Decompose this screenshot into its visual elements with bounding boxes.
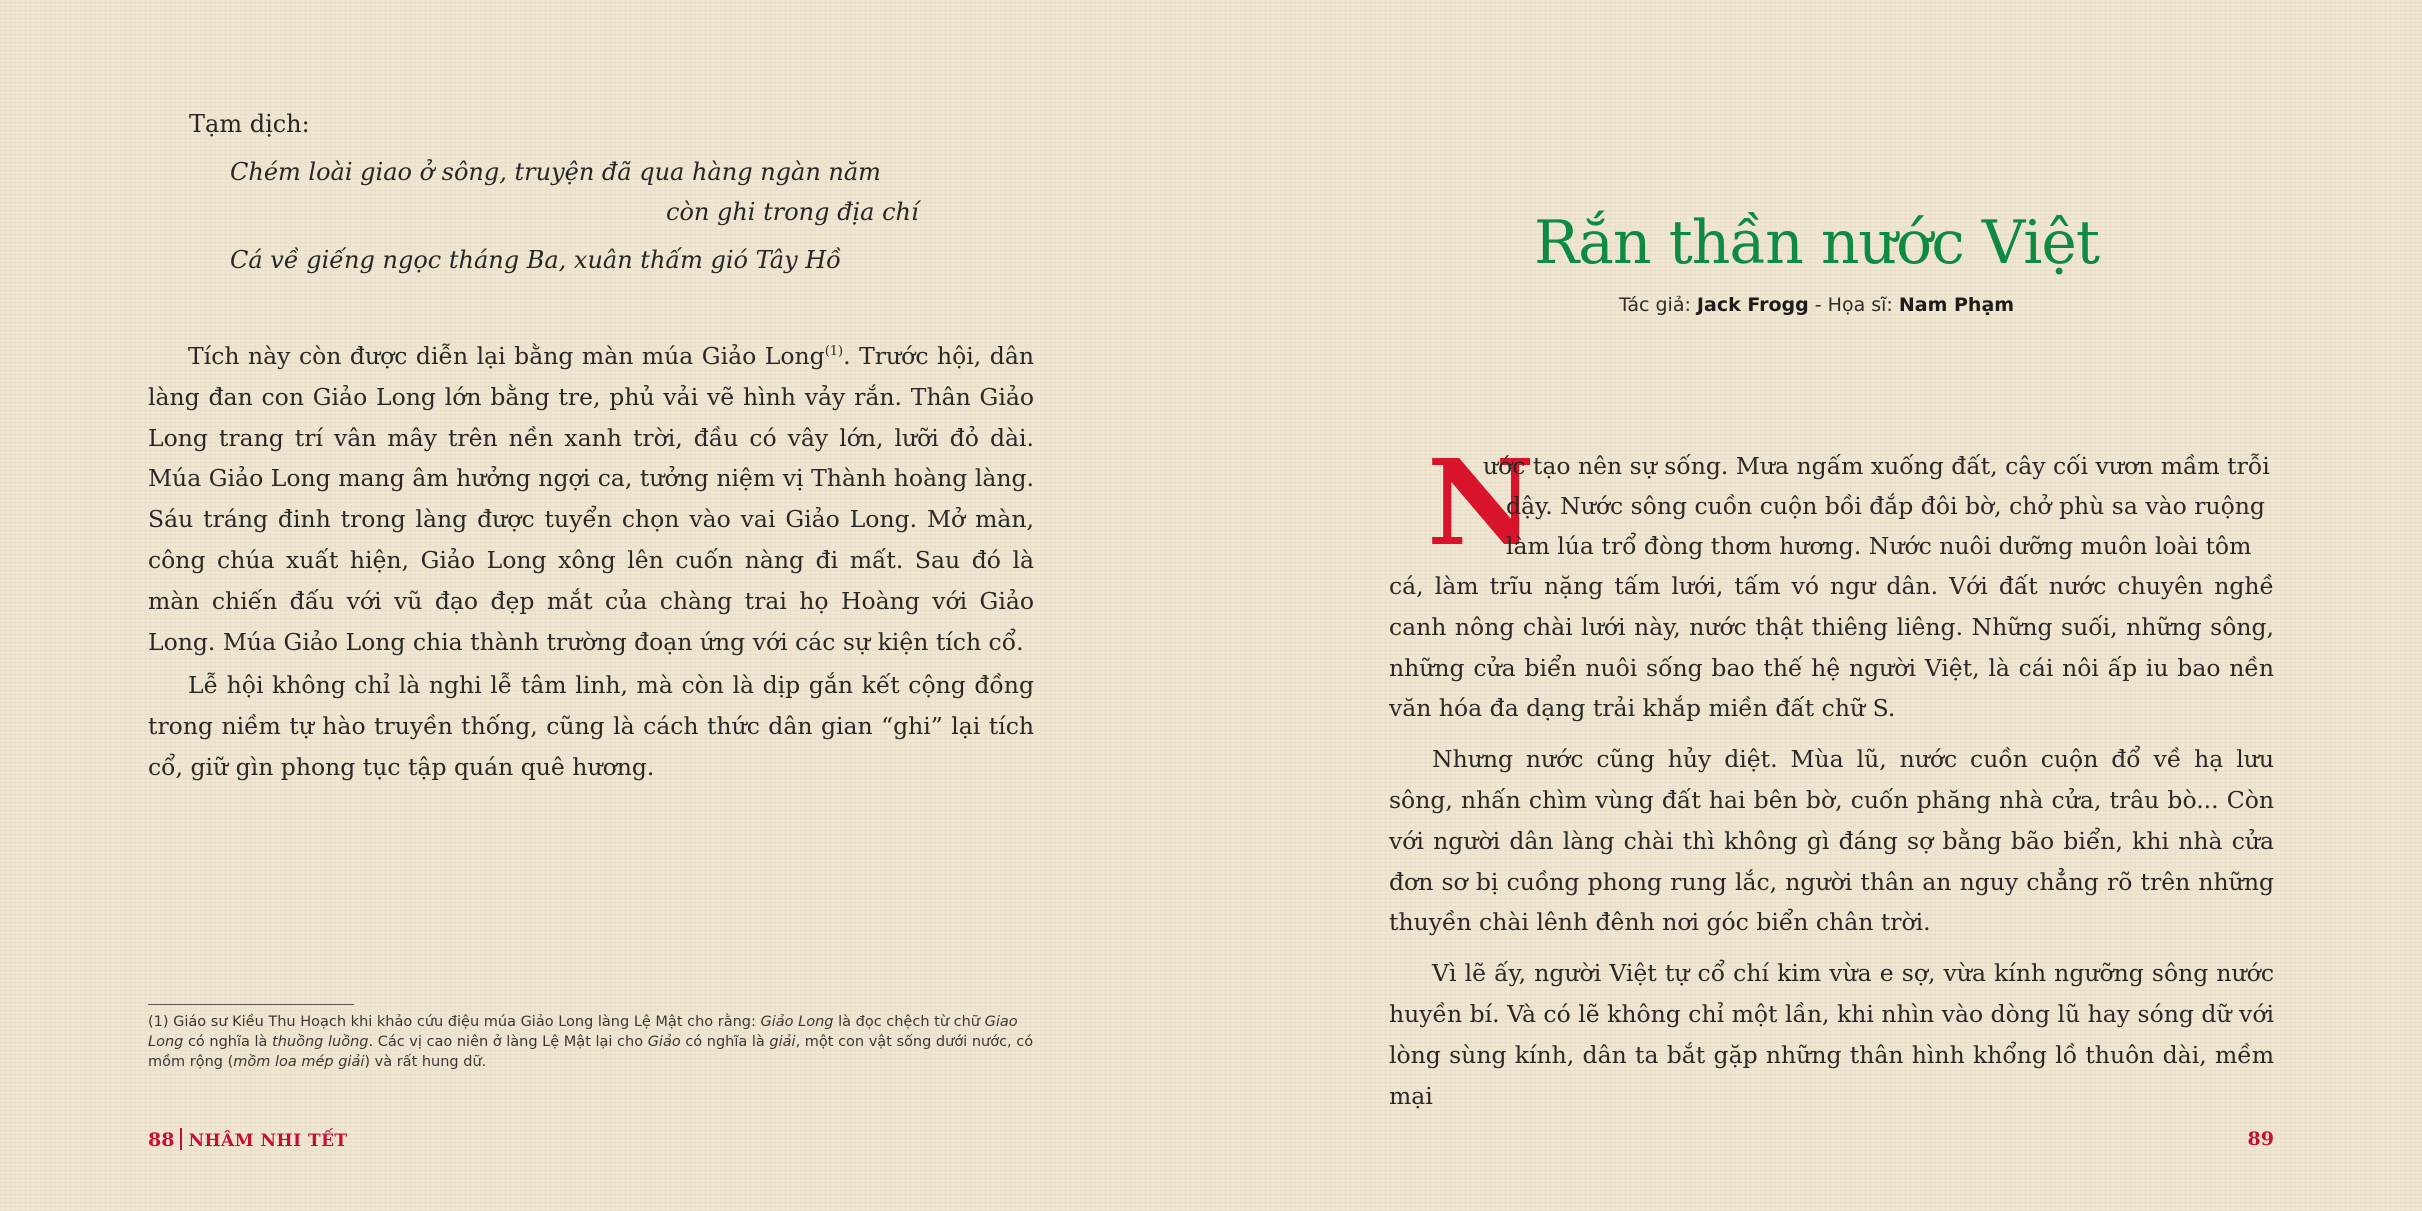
- footnote-text: . Các vị cao niên ở làng Lệ Mật lại cho: [368, 1034, 648, 1050]
- paragraph-1-start: Tích này còn được diễn lại bằng màn múa Giảo Long: [188, 342, 825, 370]
- drop-cap: N: [1427, 433, 1535, 572]
- paragraph-1-rest: . Trước hội, dân làng đan con Giảo Long lớn bằng tre, phủ vải vẽ hình vảy rắn. Thân Giảo Long trang trí vân mây trên nền xanh trời, đầu có vây lớn, lưỡi đỏ dài. Múa Giảo Long mang âm hưởng ngợi ca, tưởng niệm vị Thành hoàng làng. Sáu tráng đinh trong làng được tuyển chọn vào vai Giảo Long. Mở màn, công chúa xuất hiện, Giảo Long xông lên cuốn nàng đi mất. Sau đó là màn chiến đấu với vũ đạo đẹp mắt của chàng trai họ Hoàng với Giảo Long. Múa Giảo Long chia thành trường đoạn ứng với các sự kiện tích cổ.: [148, 342, 1034, 656]
- footnote: [148, 1012, 1036, 1072]
- page-number-right: 89: [2247, 1128, 2274, 1150]
- footnote-term: thuồng luồng: [272, 1034, 369, 1050]
- story-title: Rắn thần nước Việt: [1533, 208, 2100, 278]
- footnote-text: , một con vật sống dưới nước, có mồm rộng (: [148, 1034, 1034, 1070]
- footnote-text: (1) Giáo sư Kiều Thu Hoạch khi khảo cứu điệu múa Giảo Long làng Lệ Mật cho rằng:: [148, 1014, 761, 1030]
- paragraph-2-text: Lễ hội không chỉ là nghi lễ tâm linh, mà còn là dịp gắn kết cộng đồng trong niềm tự hào truyền thống, cũng là cách thức dân gian “ghi” lại tích cổ, giữ gìn phong tục tập quán quê hương.: [148, 671, 1034, 781]
- footnote-text: có nghĩa là: [680, 1034, 770, 1050]
- first-line-3: làm lúa trổ đòng thơm hương. Nước nuôi dưỡng muôn loài tôm: [1506, 532, 2252, 560]
- footnote-text: là đọc chệch từ chữ: [833, 1014, 985, 1030]
- right-paragraph-3: Vì lẽ ấy, người Việt tự cổ chí kim vừa e sợ, vừa kính ngưỡng sông nước huyền bí. Và có lẽ không chỉ một lần, khi nhìn vào dòng lũ hay sóng dữ với lòng sùng kính, dân ta bắt gặp những thân hình khổng lồ thuôn dài, mềm mại: [1389, 959, 2274, 1110]
- paragraph-1-continued: cá, làm trĩu nặng tấm lưới, tấm vó ngư dân. Với đất nước chuyên nghề canh nông chài lưới này, nước thật thiêng liêng. Những suối, những sông, những cửa biển nuôi sống bao thế hệ người Việt, là cái nôi ấp iu bao nền văn hóa đa dạng trải khắp miền đất chữ S.: [1389, 572, 2274, 723]
- running-head-left: [148, 1128, 348, 1151]
- illustrator-name: Nam Phạm: [1898, 294, 2015, 316]
- right-paragraph-2: Nhưng nước cũng hủy diệt. Mùa lũ, nước cuồn cuộn đổ về hạ lưu sông, nhấn chìm vùng đất hai bên bờ, cuốn phăng nhà cửa, trâu bò... Còn với người dân làng chài thì không gì đáng sợ bằng bão biển, khi nhà cửa đơn sơ bị cuồng phong rung lắc, người thân an nguy chẳng rõ trên những thuyền chài lênh đênh nơi góc biển chân trời.: [1389, 745, 2274, 937]
- translation-label: Tạm dịch:: [189, 110, 310, 138]
- page-number-left: 88: [148, 1129, 175, 1151]
- footnote-term: Giảo: [647, 1034, 681, 1050]
- byline: [1211, 294, 2422, 316]
- footnote-text: có nghĩa là: [183, 1034, 273, 1050]
- poem-line-3: Cá về giếng ngọc tháng Ba, xuân thấm gió Tây Hồ: [230, 246, 841, 274]
- book-title: NHÂM NHI TẾT: [188, 1131, 348, 1151]
- footnote-term: Giao Long: [148, 1014, 1018, 1050]
- footnote-text: ) và rất hung dữ.: [364, 1054, 487, 1070]
- author-name: Jack Frogg: [1696, 294, 1809, 316]
- right-paragraph-1: [1389, 566, 2274, 1126]
- footnote-term: giải: [769, 1034, 796, 1050]
- footnote-term: Giảo Long: [760, 1014, 834, 1030]
- left-paragraph-1: [148, 336, 1034, 662]
- first-line-1: ước tạo nên sự sống. Mưa ngấm xuống đất, cây cối vươn mầm trỗi: [1483, 452, 2270, 480]
- footnote-term: mồm loa mép giải: [233, 1054, 365, 1070]
- first-line-2: dậy. Nước sông cuồn cuộn bồi đắp đôi bờ, chở phù sa vào ruộng: [1506, 492, 2265, 520]
- left-paragraph-2: [148, 665, 1034, 787]
- poem-line-1: Chém loài giao ở sông, truyện đã qua hàng ngàn năm: [230, 158, 881, 186]
- poem-line-2: còn ghi trong địa chí: [666, 198, 919, 226]
- running-head-divider: [180, 1128, 182, 1150]
- footnote-divider: [148, 1004, 354, 1005]
- author-label: Tác giả:: [1618, 294, 1697, 316]
- illustrator-label: - Họa sĩ:: [1808, 294, 1899, 316]
- footnote-ref[interactable]: (1): [824, 344, 844, 360]
